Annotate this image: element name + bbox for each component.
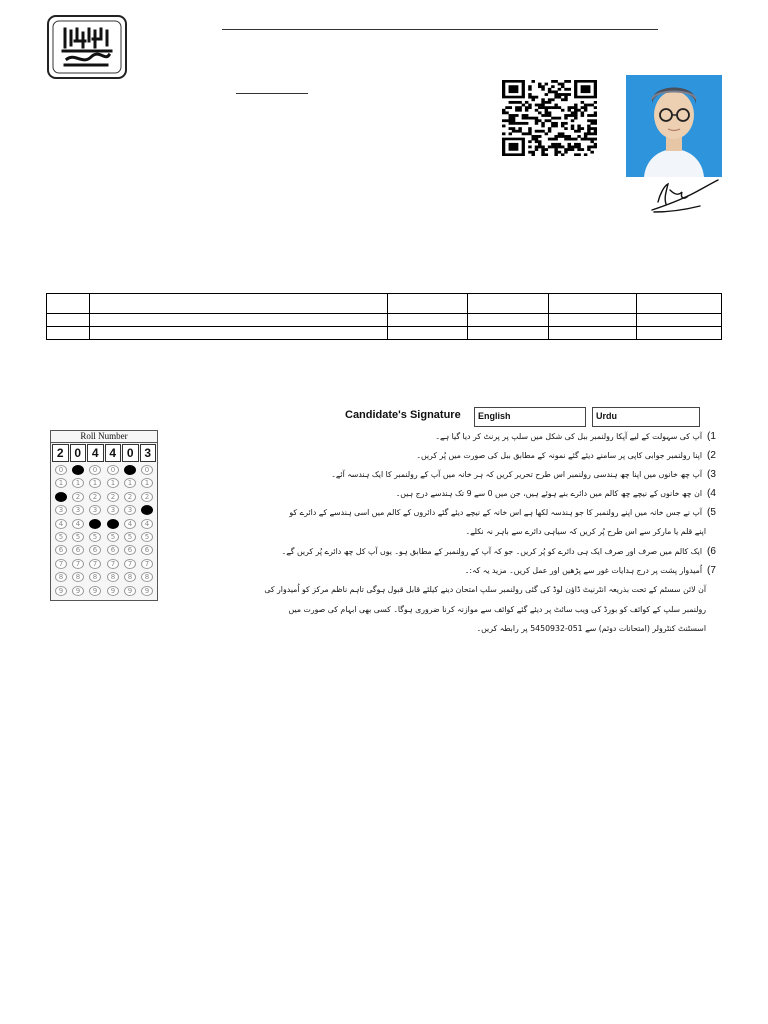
roll-bubble: 6 <box>141 545 153 555</box>
instruction-text: ایک کالم میں صرف اور صرف ایک ہی دائرے کو پُر کریں۔ جو کہ آپ کے رولنمبر کے مطابق ہو۔ یوں آپ کل چھ دائرے پُر کریں گے۔ <box>281 547 702 556</box>
table-cell <box>549 327 637 340</box>
table-cell <box>468 294 549 314</box>
instruction-number: (2 <box>707 450 716 461</box>
instruction-number: (6 <box>707 546 716 557</box>
roll-bubble: 2 <box>89 492 101 502</box>
roll-bubble: 8 <box>141 572 153 582</box>
instruction-text: اسسٹنٹ کنٹرولر (امتحانات دوئم) سے 051-5450932 پر رابطہ کریں۔ <box>476 624 706 633</box>
table-cell <box>90 314 388 327</box>
roll-number-grid <box>50 430 158 601</box>
roll-bubble: 9 <box>55 586 67 596</box>
english-signature-label: English <box>478 411 511 421</box>
roll-bubble: 1 <box>72 478 84 488</box>
instruction-text: ان چھ خانوں کے نیچے چھ کالم میں دائرے بنے ہوئے ہیں، جن میں 0 سے 9 تک ہندسے درج ہیں۔ <box>395 489 702 498</box>
roll-bubble: 0 <box>124 465 136 475</box>
urdu-signature-label: Urdu <box>596 411 617 421</box>
roll-bubble: 0 <box>107 465 119 475</box>
roll-bubble: 3 <box>89 505 101 515</box>
roll-bubble: 4 <box>141 519 153 529</box>
roll-digit: 2 <box>52 444 69 462</box>
roll-bubble: 2 <box>141 492 153 502</box>
roll-bubble: 5 <box>89 532 101 542</box>
board-logo <box>47 15 127 79</box>
roll-bubble: 4 <box>124 519 136 529</box>
roll-bubble: 3 <box>124 505 136 515</box>
roll-bubble: 5 <box>107 532 119 542</box>
roll-bubble: 6 <box>107 545 119 555</box>
instruction-number: (1 <box>707 431 716 442</box>
table-cell <box>47 294 90 314</box>
roll-bubble: 0 <box>89 465 101 475</box>
instruction-number: (5 <box>707 507 716 518</box>
table-cell <box>549 314 637 327</box>
roll-bubble: 7 <box>89 559 101 569</box>
table-row <box>47 314 722 327</box>
roll-bubble: 5 <box>72 532 84 542</box>
roll-bubble: 8 <box>107 572 119 582</box>
roll-bubble: 2 <box>107 492 119 502</box>
roll-bubble: 6 <box>89 545 101 555</box>
instruction-text: آپ چھ خانوں میں اپنا چھ ہندسی رولنمبر اس طرح تحریر کریں کہ ہر خانہ میں آپ کے رولنمبر کا ایک ہندسہ آئے۔ <box>331 470 702 479</box>
roll-bubble: 4 <box>72 519 84 529</box>
urdu-signature-box <box>592 407 700 427</box>
table-cell <box>468 314 549 327</box>
instruction-text: آپ کی سہولت کے لیے آپکا رولنمبر ببل کی شکل میں سلپ پر پرنٹ کر دیا گیا ہے۔ <box>435 432 702 441</box>
roll-bubble: 6 <box>124 545 136 555</box>
roll-bubble: 9 <box>72 586 84 596</box>
roll-bubble: 5 <box>55 532 67 542</box>
table-cell <box>90 294 388 314</box>
roll-bubble: 8 <box>72 572 84 582</box>
roll-bubble: 3 <box>72 505 84 515</box>
roll-bubble: 6 <box>55 545 67 555</box>
instruction-number: (3 <box>707 469 716 480</box>
instruction-text: اپنے قلم یا مارکر سے اس طرح پُر کریں کہ سیاہی دائرے سے باہر نہ نکلے۔ <box>465 527 706 536</box>
roll-bubble: 1 <box>141 478 153 488</box>
instruction-text: اُمیدوار پشت پر درج ہدایات غور سے پڑھیں اور عمل کریں۔ مزید یہ کہ:۔ <box>464 566 702 575</box>
roll-bubble: 9 <box>141 586 153 596</box>
candidate-signature-image <box>648 176 722 216</box>
roll-bubble: 0 <box>72 465 84 475</box>
instruction-text: آن لائن سسٹم کے تحت بذریعہ انٹرنیٹ ڈاؤن لوڈ کی گئی رولنمبر سلپ امتحان دینے کیلئے قابل قبول ہوگی تاہم ناظم مرکز کو اُمیدوار کی <box>264 585 706 594</box>
table-cell <box>388 327 468 340</box>
roll-number-bubbles <box>51 465 157 599</box>
roll-bubble: 7 <box>124 559 136 569</box>
roll-digit: 4 <box>87 444 104 462</box>
roll-digit: 0 <box>122 444 139 462</box>
roll-bubble: 2 <box>124 492 136 502</box>
roll-bubble: 6 <box>72 545 84 555</box>
roll-bubble: 5 <box>124 532 136 542</box>
roll-bubble: 1 <box>107 478 119 488</box>
roll-bubble: 9 <box>89 586 101 596</box>
roll-bubble: 7 <box>107 559 119 569</box>
table-cell <box>388 294 468 314</box>
roll-number-title: Roll Number <box>51 431 157 443</box>
roll-bubble: 2 <box>72 492 84 502</box>
roll-bubble: 0 <box>55 465 67 475</box>
roll-number-digits <box>52 444 156 462</box>
roll-digit: 0 <box>70 444 87 462</box>
roll-bubble: 8 <box>89 572 101 582</box>
table-row <box>47 327 722 340</box>
roll-bubble: 7 <box>55 559 67 569</box>
english-signature-box <box>474 407 586 427</box>
title-underline <box>236 93 308 94</box>
roll-bubble: 3 <box>55 505 67 515</box>
roll-bubble: 9 <box>107 586 119 596</box>
table-cell <box>637 314 722 327</box>
instruction-text: اپنا رولنمبر جوابی کاپی پر سامنے دیئے گئے نمونہ کے مطابق ببل کی صورت میں پُر کریں۔ <box>416 451 702 460</box>
table-cell <box>90 327 388 340</box>
table-cell <box>549 294 637 314</box>
candidate-photo <box>626 75 722 177</box>
roll-bubble: 8 <box>55 572 67 582</box>
roll-bubble: 0 <box>141 465 153 475</box>
roll-bubble: 4 <box>107 519 119 529</box>
table-cell <box>47 314 90 327</box>
instruction-text: رولنمبر سلپ کے کوائف کو بورڈ کی ویب سائٹ پر دیئے گئے کوائف سے موازنہ کرنا ضروری ہوگا۔ کسی بھی ابہام کی صورت میں <box>288 605 706 614</box>
roll-bubble: 1 <box>55 478 67 488</box>
table-row <box>47 294 722 314</box>
instruction-number: (4 <box>707 488 716 499</box>
roll-bubble: 9 <box>124 586 136 596</box>
info-table <box>46 293 722 340</box>
table-cell <box>468 327 549 340</box>
roll-digit: 4 <box>105 444 122 462</box>
candidate-signature-label: Candidate's Signature <box>345 409 461 421</box>
instruction-text: آپ نے جس خانہ میں اپنے رولنمبر کا جو ہندسہ لکھا ہے اس خانہ کے نیچے دیئے گئے دائروں کے کالم میں اسی ہندسے کے دائرے کو <box>289 508 702 517</box>
roll-bubble: 4 <box>55 519 67 529</box>
roll-bubble: 7 <box>72 559 84 569</box>
roll-bubble: 2 <box>55 492 67 502</box>
table-cell <box>47 327 90 340</box>
roll-bubble: 8 <box>124 572 136 582</box>
table-cell <box>388 314 468 327</box>
table-cell <box>637 327 722 340</box>
instruction-number: (7 <box>707 565 716 576</box>
roll-bubble: 3 <box>141 505 153 515</box>
roll-bubble: 7 <box>141 559 153 569</box>
header-rule <box>222 29 658 30</box>
roll-bubble: 4 <box>89 519 101 529</box>
qr-code <box>502 80 597 156</box>
roll-bubble: 3 <box>107 505 119 515</box>
roll-bubble: 5 <box>141 532 153 542</box>
roll-bubble: 1 <box>89 478 101 488</box>
roll-bubble: 1 <box>124 478 136 488</box>
table-cell <box>637 294 722 314</box>
roll-digit: 3 <box>140 444 157 462</box>
